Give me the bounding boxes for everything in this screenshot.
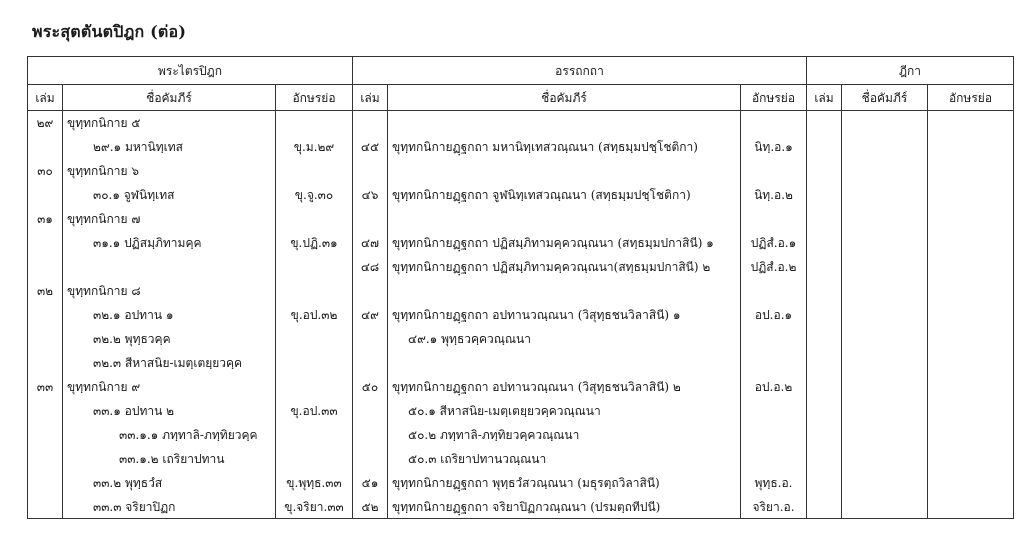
tipitaka-abbr-cell: ขุ.จู.๓๐ (276, 183, 353, 207)
tika-name-cell (842, 423, 928, 447)
atthakatha-abbr-header: อักษรย่อ (741, 85, 807, 111)
atthakatha-vol-cell (353, 423, 388, 447)
tipitaka-header: พระไตรปิฎก (28, 57, 353, 85)
tika-vol-cell (807, 159, 842, 183)
atthakatha-vol-cell: ๕๑ (353, 471, 388, 495)
tipitaka-abbr-cell (276, 207, 353, 231)
tika-name-cell (842, 303, 928, 327)
tika-name-cell (842, 159, 928, 183)
tika-name-cell (842, 207, 928, 231)
tika-abbr-cell (928, 399, 1014, 423)
atthakatha-name-header: ชื่อคัมภีร์ (388, 85, 741, 111)
tika-abbr-cell (928, 255, 1014, 279)
tika-abbr-cell (928, 231, 1014, 255)
tipitaka-vol-cell: ๓๑ (28, 207, 63, 231)
tipitaka-name-cell: ขุทฺทกนิกาย ๙ (63, 375, 276, 399)
atthakatha-name-cell: ขุทฺทกนิกายฏฺฐกถา พุทฺธวํสวณฺณนา (มธุรตฺถวิลาสินี) (388, 471, 741, 495)
tipitaka-abbr-cell (276, 255, 353, 279)
tipitaka-vol-cell (28, 423, 63, 447)
atthakatha-vol-cell (353, 159, 388, 183)
tipitaka-vol-cell: ๓๒ (28, 279, 63, 303)
tika-vol-cell (807, 207, 842, 231)
atthakatha-abbr-cell (741, 399, 807, 423)
tika-vol-cell (807, 399, 842, 423)
column-header-row (28, 85, 1014, 111)
tika-name-cell (842, 447, 928, 471)
tipitaka-name-cell: ๓๑.๑ ปฏิสมฺภิทามคฺค (63, 231, 276, 255)
atthakatha-abbr-cell (741, 351, 807, 375)
atthakatha-name-cell: ขุทฺทกนิกายฏฺฐกถา อปทานวณฺณนา (วิสุทฺธชนวิลาสินี) ๒ (388, 375, 741, 399)
tipitaka-name-cell: ขุทฺทกนิกาย ๕ (63, 111, 276, 136)
tika-vol-cell (807, 255, 842, 279)
atthakatha-vol-cell: ๔๘ (353, 255, 388, 279)
tika-vol-header: เล่ม (807, 85, 842, 111)
table-row (28, 375, 1014, 399)
atthakatha-name-cell: ขุทฺทกนิกายฏฺฐกถา จริยาปิฏกวณฺณนา (ปรมตฺถทีปนี) (388, 495, 741, 519)
tika-abbr-cell (928, 471, 1014, 495)
atthakatha-abbr-cell: อป.อ.๑ (741, 303, 807, 327)
tipitaka-abbr-header: อักษรย่อ (276, 85, 353, 111)
tipitaka-vol-cell (28, 135, 63, 159)
table-row (28, 135, 1014, 159)
tipitaka-name-cell: ๓๓.๑.๒ เถริยาปทาน (63, 447, 276, 471)
atthakatha-abbr-cell (741, 279, 807, 303)
tika-abbr-cell (928, 111, 1014, 136)
page-title: พระสุตตันตปิฎก (ต่อ) (32, 22, 187, 41)
tipitaka-abbr-cell (276, 375, 353, 399)
tika-name-cell (842, 375, 928, 399)
tika-vol-cell (807, 183, 842, 207)
table-body (28, 111, 1014, 519)
tipitaka-name-cell: ๓๒.๒ พุทฺธวคฺค (63, 327, 276, 351)
tika-vol-cell (807, 135, 842, 159)
atthakatha-vol-cell (353, 327, 388, 351)
tipitaka-abbr-cell (276, 423, 353, 447)
atthakatha-name-cell (388, 351, 741, 375)
atthakatha-abbr-cell: นิทฺ.อ.๒ (741, 183, 807, 207)
tika-abbr-cell (928, 279, 1014, 303)
tipitaka-abbr-cell: ขุ.จริยา.๓๓ (276, 495, 353, 519)
tipitaka-name-cell: ๓๓.๒ พุทฺธวํส (63, 471, 276, 495)
tipitaka-vol-cell: ๓๐ (28, 159, 63, 183)
atthakatha-abbr-cell (741, 423, 807, 447)
atthakatha-abbr-cell (741, 207, 807, 231)
tipitaka-abbr-cell (276, 327, 353, 351)
atthakatha-abbr-cell: จริยา.อ. (741, 495, 807, 519)
tipitaka-vol-cell (28, 303, 63, 327)
tipitaka-name-cell: ๒๙.๑ มหานิทฺเทส (63, 135, 276, 159)
table-row (28, 399, 1014, 423)
atthakatha-name-cell: ขุทฺทกนิกายฏฺฐกถา อปทานวณฺณนา (วิสุทฺธชนวิลาสินี) ๑ (388, 303, 741, 327)
tipitaka-abbr-cell: ขุ.อป.๓๓ (276, 399, 353, 423)
atthakatha-abbr-cell (741, 159, 807, 183)
tipitaka-vol-cell (28, 231, 63, 255)
atthakatha-name-cell (388, 111, 741, 136)
tika-vol-cell (807, 279, 842, 303)
tipitaka-abbr-cell (276, 279, 353, 303)
tipitaka-vol-cell (28, 351, 63, 375)
tipitaka-abbr-cell (276, 111, 353, 136)
tika-abbr-cell (928, 207, 1014, 231)
atthakatha-abbr-cell (741, 111, 807, 136)
tika-name-cell (842, 495, 928, 519)
tika-abbr-header: อักษรย่อ (928, 85, 1014, 111)
group-header-row (28, 57, 1014, 85)
tipitaka-name-cell: ๓๓.๑.๑ ภทฺทาลิ-ภทฺทิยวคฺค (63, 423, 276, 447)
tika-vol-cell (807, 231, 842, 255)
atthakatha-name-cell: ขุทฺทกนิกายฏฺฐกถา ปฏิสมฺภิทามคฺควณฺณนา (สทฺธมฺมปกาสินี) ๑ (388, 231, 741, 255)
atthakatha-abbr-cell: พุทฺธ.อ. (741, 471, 807, 495)
tika-vol-cell (807, 375, 842, 399)
table-row (28, 231, 1014, 255)
table-row (28, 207, 1014, 231)
tipitaka-vol-cell (28, 183, 63, 207)
table-row (28, 327, 1014, 351)
atthakatha-abbr-cell: อป.อ.๒ (741, 375, 807, 399)
tika-abbr-cell (928, 375, 1014, 399)
tika-name-cell (842, 471, 928, 495)
table-row (28, 279, 1014, 303)
atthakatha-header: อรรถกถา (353, 57, 807, 85)
tika-abbr-cell (928, 447, 1014, 471)
tipitaka-vol-cell: ๓๓ (28, 375, 63, 399)
atthakatha-vol-cell: ๕๐ (353, 375, 388, 399)
atthakatha-name-cell: ขุทฺทกนิกายฏฺฐกถา ปฏิสมฺภิทามคฺควณฺณนา(สทฺธมฺมปกาสินี) ๒ (388, 255, 741, 279)
tipitaka-name-cell: ขุทฺทกนิกาย ๘ (63, 279, 276, 303)
tipitaka-name-cell (63, 255, 276, 279)
tika-abbr-cell (928, 183, 1014, 207)
atthakatha-vol-cell (353, 279, 388, 303)
tika-abbr-cell (928, 327, 1014, 351)
atthakatha-vol-cell (353, 447, 388, 471)
tipitaka-name-cell: ๓๒.๓ สีหาสนิย-เมตฺเตยฺยวคฺค (63, 351, 276, 375)
atthakatha-name-cell (388, 279, 741, 303)
tipitaka-abbr-cell (276, 159, 353, 183)
tika-name-cell (842, 399, 928, 423)
atthakatha-name-cell: ๔๙.๑ พุทฺธวคฺควณฺณนา (388, 327, 741, 351)
atthakatha-vol-cell: ๕๒ (353, 495, 388, 519)
tipitaka-name-cell: ๓๒.๑ อปทาน ๑ (63, 303, 276, 327)
table-row (28, 351, 1014, 375)
tika-name-cell (842, 183, 928, 207)
atthakatha-abbr-cell (741, 327, 807, 351)
tika-name-cell (842, 279, 928, 303)
tika-vol-cell (807, 471, 842, 495)
atthakatha-vol-cell: ๔๗ (353, 231, 388, 255)
tipitaka-abbr-cell: ขุ.ม.๒๙ (276, 135, 353, 159)
tipitaka-abbr-cell (276, 351, 353, 375)
atthakatha-name-cell (388, 159, 741, 183)
tipitaka-vol-cell (28, 447, 63, 471)
tika-name-cell (842, 351, 928, 375)
tipitaka-vol-cell (28, 327, 63, 351)
atthakatha-name-cell: ๕๐.๑ สีหาสนิย-เมตฺเตยฺยวคฺควณฺณนา (388, 399, 741, 423)
atthakatha-abbr-cell: ปฏิสํ.อ.๑ (741, 231, 807, 255)
tipitaka-vol-cell (28, 495, 63, 519)
table-row (28, 447, 1014, 471)
tipitaka-name-cell: ขุทฺทกนิกาย ๗ (63, 207, 276, 231)
atthakatha-vol-cell: ๔๖ (353, 183, 388, 207)
tika-vol-cell (807, 447, 842, 471)
tika-abbr-cell (928, 159, 1014, 183)
tika-header: ฎีกา (807, 57, 1014, 85)
table-row (28, 111, 1014, 136)
tipitaka-abbr-cell: ขุ.ปฏิ.๓๑ (276, 231, 353, 255)
tipitaka-name-cell: ๓๓.๓ จริยาปิฏก (63, 495, 276, 519)
tika-vol-cell (807, 351, 842, 375)
atthakatha-vol-cell: ๔๕ (353, 135, 388, 159)
tipitaka-vol-cell (28, 399, 63, 423)
atthakatha-name-cell: ๕๐.๒ ภทฺทาลิ-ภทฺทิยวคฺควณฺณนา (388, 423, 741, 447)
atthakatha-name-cell: ขุทฺทกนิกายฏฺฐกถา มหานิทฺเทสวณฺณนา (สทฺธมฺมปชฺโชติกา) (388, 135, 741, 159)
atthakatha-vol-header: เล่ม (353, 85, 388, 111)
table-row (28, 303, 1014, 327)
atthakatha-abbr-cell (741, 447, 807, 471)
tika-vol-cell (807, 303, 842, 327)
scripture-table (27, 56, 1014, 519)
atthakatha-vol-cell (353, 351, 388, 375)
tipitaka-name-header: ชื่อคัมภีร์ (63, 85, 276, 111)
tika-name-header: ชื่อคัมภีร์ (842, 85, 928, 111)
atthakatha-name-cell: ๕๐.๓ เถริยาปทานวณฺณนา (388, 447, 741, 471)
tika-name-cell (842, 327, 928, 351)
tipitaka-vol-cell: ๒๙ (28, 111, 63, 136)
tipitaka-abbr-cell: ขุ.อป.๓๒ (276, 303, 353, 327)
tipitaka-abbr-cell: ขุ.พุทฺธ.๓๓ (276, 471, 353, 495)
table-row (28, 159, 1014, 183)
atthakatha-name-cell: ขุทฺทกนิกายฏฺฐกถา จูฬนิทฺเทสวณฺณนา (สทฺธมฺมปชฺโชติกา) (388, 183, 741, 207)
tipitaka-name-cell: ขุทฺทกนิกาย ๖ (63, 159, 276, 183)
tika-vol-cell (807, 423, 842, 447)
tika-name-cell (842, 231, 928, 255)
tika-name-cell (842, 135, 928, 159)
atthakatha-vol-cell (353, 399, 388, 423)
atthakatha-abbr-cell: ปฏิสํ.อ.๒ (741, 255, 807, 279)
atthakatha-vol-cell (353, 111, 388, 136)
tika-vol-cell (807, 111, 842, 136)
table-row (28, 495, 1014, 519)
table-row (28, 423, 1014, 447)
tika-name-cell (842, 255, 928, 279)
tika-abbr-cell (928, 135, 1014, 159)
tika-vol-cell (807, 495, 842, 519)
tika-abbr-cell (928, 495, 1014, 519)
atthakatha-name-cell (388, 207, 741, 231)
tipitaka-name-cell: ๓๓.๑ อปทาน ๒ (63, 399, 276, 423)
tika-vol-cell (807, 327, 842, 351)
atthakatha-vol-cell (353, 207, 388, 231)
tipitaka-vol-header: เล่ม (28, 85, 63, 111)
tika-abbr-cell (928, 351, 1014, 375)
tipitaka-name-cell: ๓๐.๑ จูฬนิทฺเทส (63, 183, 276, 207)
atthakatha-abbr-cell: นิทฺ.อ.๑ (741, 135, 807, 159)
table-row (28, 255, 1014, 279)
table-row (28, 183, 1014, 207)
tipitaka-vol-cell (28, 255, 63, 279)
table-row (28, 471, 1014, 495)
tika-name-cell (842, 111, 928, 136)
tika-abbr-cell (928, 423, 1014, 447)
atthakatha-vol-cell: ๔๙ (353, 303, 388, 327)
tipitaka-vol-cell (28, 471, 63, 495)
tipitaka-abbr-cell (276, 447, 353, 471)
tika-abbr-cell (928, 303, 1014, 327)
